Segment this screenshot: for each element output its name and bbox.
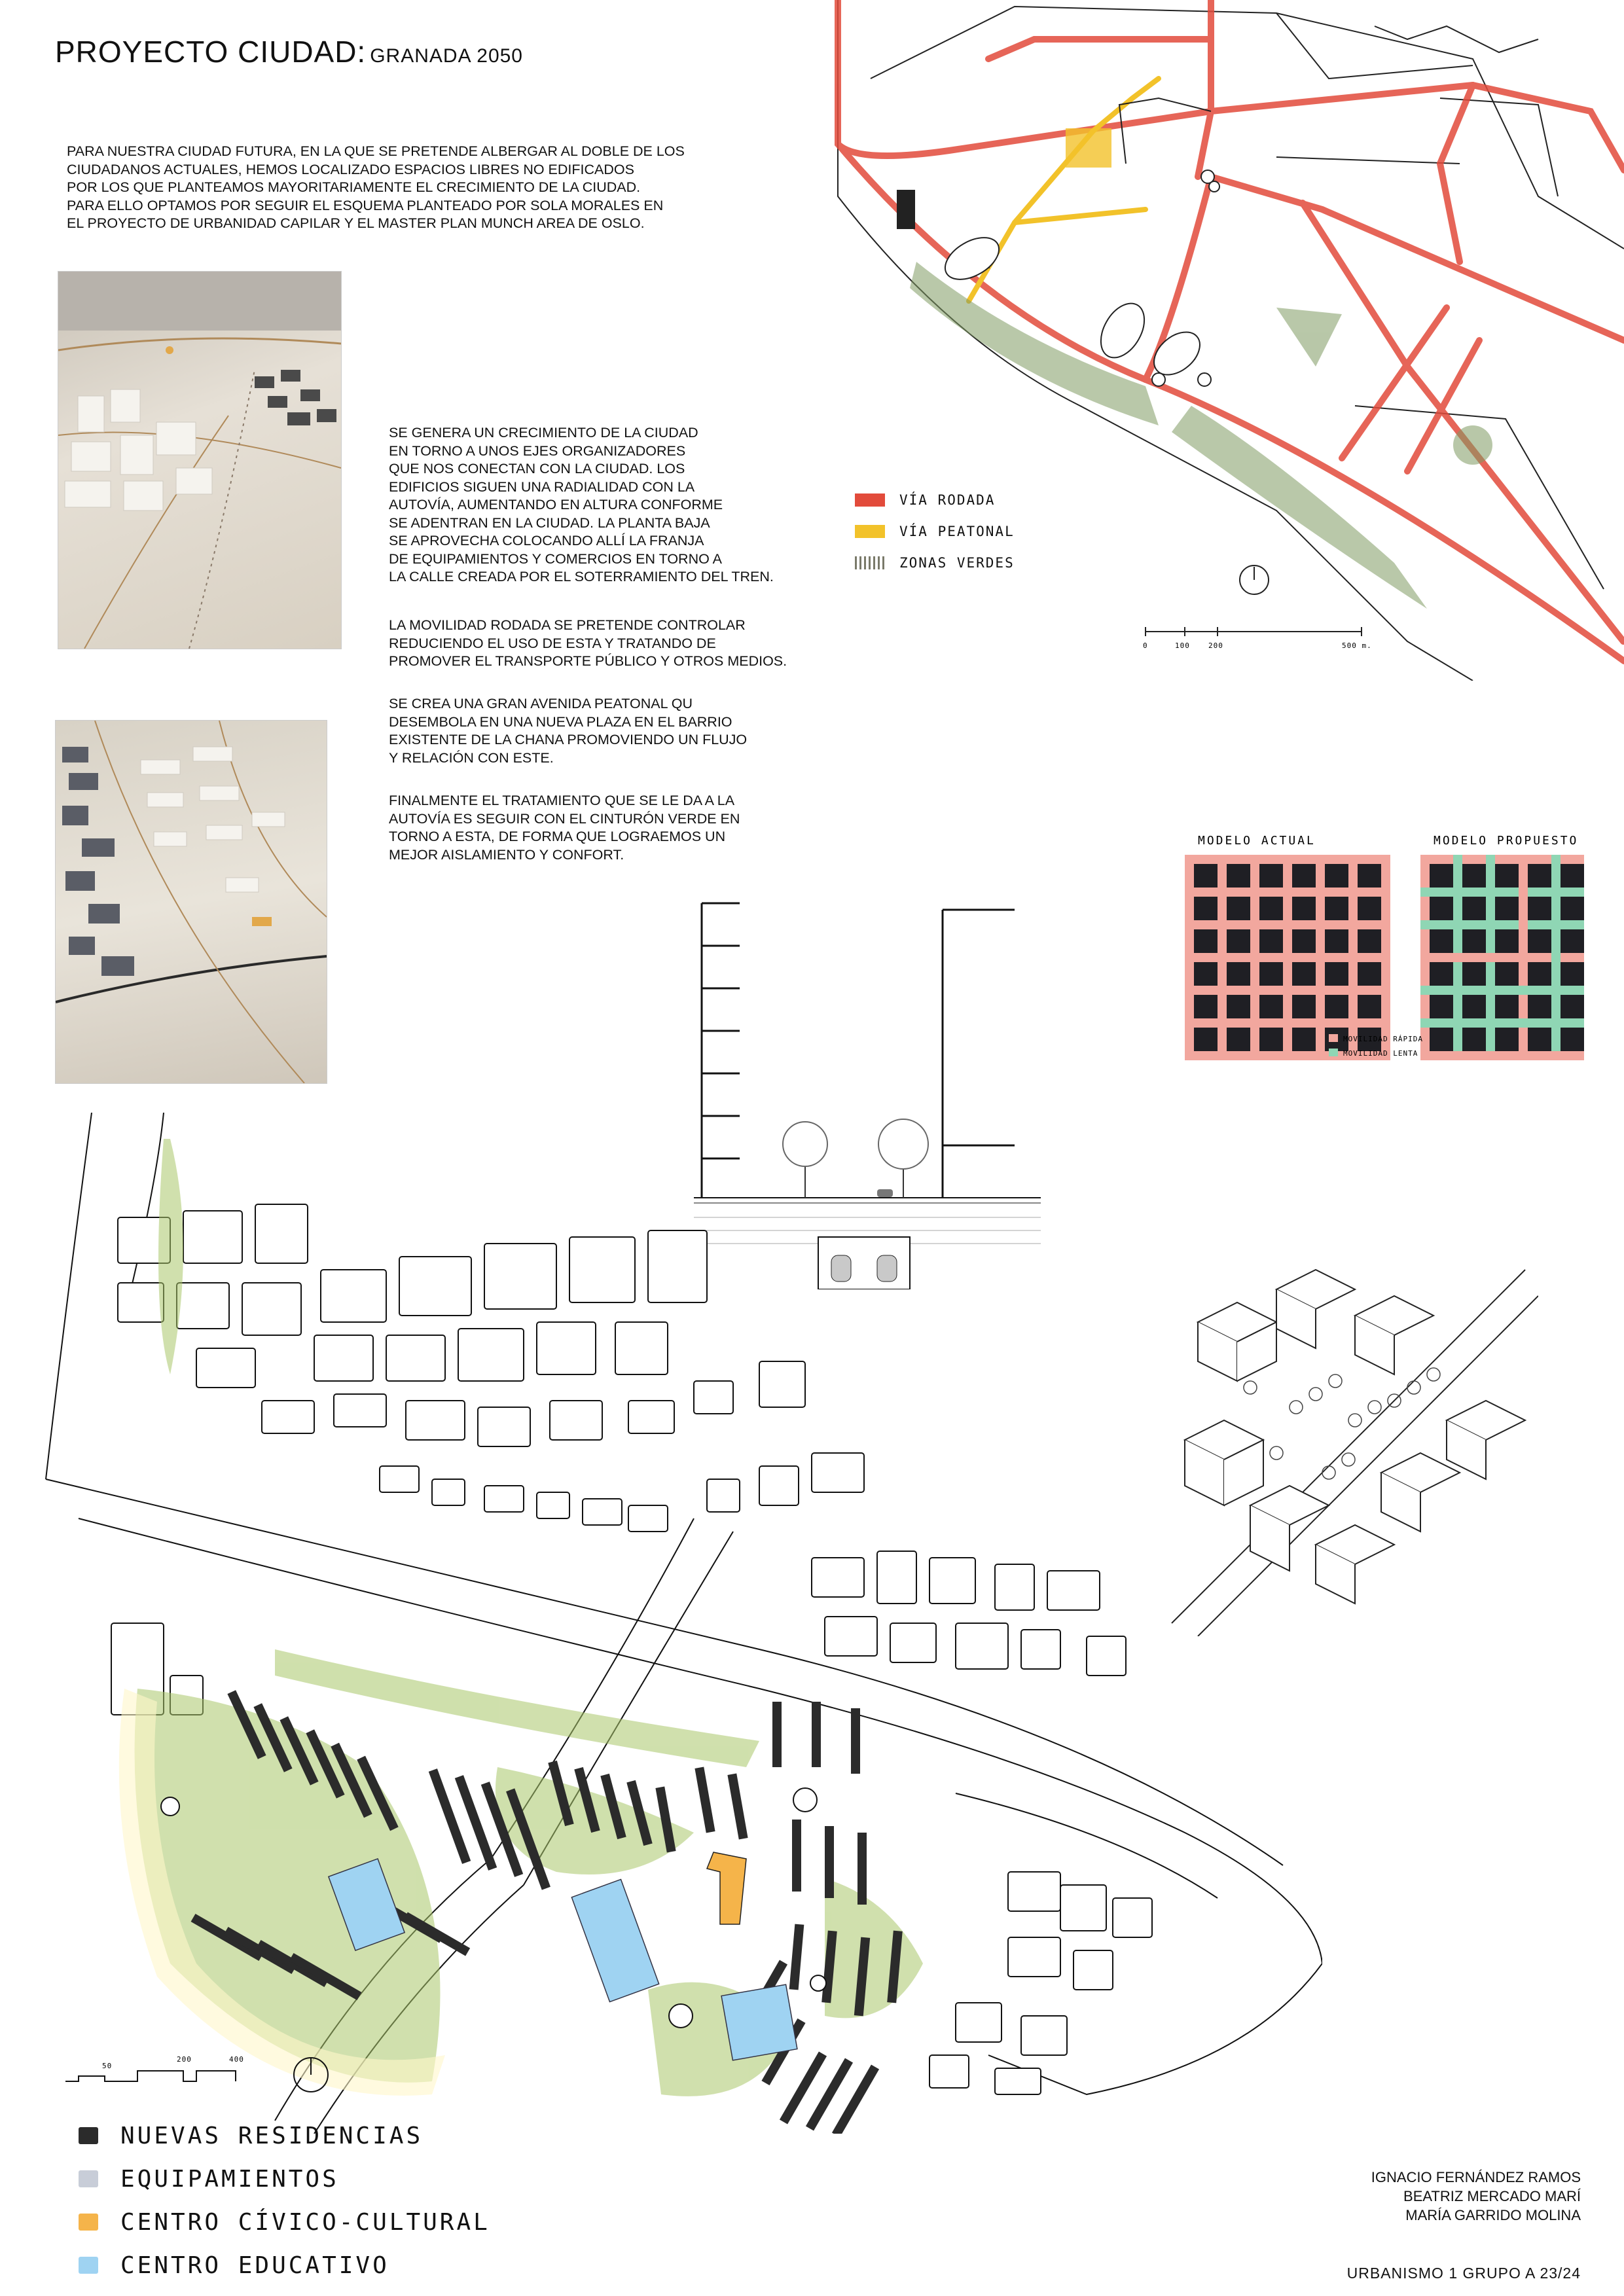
model-propuesto-grid bbox=[1420, 855, 1584, 1060]
paragraph-highway: FINALMENTE EL TRATAMIENTO QUE SE LE DA A LA AUTOVÍA ES SEGUIR CON EL CINTURÓN VERDE EN TORNO A ESTA, DE FORMA QUE LOGRAEMOS UN MEJOR AISLAMIENTO Y CONFORT. bbox=[389, 793, 740, 863]
main-scale-50: 50 bbox=[102, 2062, 113, 2070]
paragraph-avenue: SE CREA UNA GRAN AVENIDA PEATONAL QU DESEMBOLA EN UNA NUEVA PLAZA EN EL BARRIO EXISTENTE DE LA CHANA PROMOVIENDO UN FLUJO Y RELACIÓN CON ESTE. bbox=[389, 696, 748, 766]
page-title bbox=[55, 34, 523, 69]
main-scale-400: 400 bbox=[229, 2055, 244, 2064]
model-photo-1 bbox=[58, 271, 342, 649]
legend-item-residences bbox=[79, 2114, 490, 2157]
north-arrow-icon bbox=[294, 2058, 328, 2092]
legend-label-pedestrian: VÍA PEATONAL bbox=[899, 524, 1015, 539]
equipment-swatch bbox=[79, 2170, 98, 2187]
residences-swatch bbox=[79, 2127, 98, 2144]
title-main: PROYECTO CIUDAD: bbox=[55, 35, 367, 69]
legend-item-green bbox=[855, 547, 1015, 579]
mobility-models-diagram bbox=[1165, 825, 1584, 1073]
legend-item-road bbox=[855, 484, 1015, 516]
legend-label-road: VÍA RODADA bbox=[899, 492, 996, 508]
scale-tick-500: 500 m. bbox=[1342, 641, 1372, 650]
legend-label-civic: CENTRO CÍVICO-CULTURAL bbox=[120, 2208, 490, 2236]
education-swatch bbox=[79, 2257, 98, 2274]
legend-item-pedestrian bbox=[855, 516, 1015, 547]
model-photo-2-drawing bbox=[56, 721, 327, 1083]
main-master-plan bbox=[39, 1113, 1322, 2134]
legend-item-education bbox=[79, 2244, 490, 2287]
model-actual-label: MODELO ACTUAL bbox=[1198, 834, 1316, 848]
legend-item-equipment bbox=[79, 2157, 490, 2200]
civic-swatch bbox=[79, 2214, 98, 2231]
main-plan-legend bbox=[79, 2114, 490, 2287]
scale-tick-100: 100 bbox=[1175, 641, 1190, 650]
top-map-legend bbox=[855, 484, 1015, 579]
title-sub: GRANADA 2050 bbox=[370, 45, 523, 67]
course-label: URBANISMO 1 GRUPO A 23/24 bbox=[1346, 2265, 1581, 2282]
pedestrian-swatch bbox=[855, 525, 885, 538]
road-swatch bbox=[855, 493, 885, 507]
legend-item-civic bbox=[79, 2200, 490, 2244]
scale-tick-200: 200 bbox=[1208, 641, 1223, 650]
legend-label-green: ZONAS VERDES bbox=[899, 555, 1015, 571]
fast-mobility-label: MOVILIDAD RÁPIDA bbox=[1343, 1035, 1423, 1043]
main-plan-scale bbox=[65, 2042, 353, 2108]
legend-label-equipment: EQUIPAMIENTOS bbox=[120, 2165, 339, 2193]
model-photo-1-drawing bbox=[58, 272, 341, 649]
fast-mobility-swatch bbox=[1329, 1034, 1338, 1042]
model-propuesto-label: MODELO PROPUESTO bbox=[1434, 834, 1579, 848]
paragraph-growth: SE GENERA UN CRECIMIENTO DE LA CIUDAD EN TORNO A UNOS EJES ORGANIZADORES QUE NOS CONECTAN CON LA CIUDAD. LOS EDIFICIOS SIGUEN UNA RADIALIDAD CON LA AUTOVÍA, AUMENTANDO EN ALTURA CONFORME SE ADENTRAN EN LA CIUDAD. LA PLANTA BAJA SE APROVECHA COLOCANDO ALLÍ LA FRANJA DE EQUIPAMIENTOS Y COMERCIOS EN TORNO A LA CALLE CREADA POR EL SOTERRAMIENTO DEL TREN. bbox=[389, 425, 774, 584]
slow-mobility-label: MOVILIDAD LENTA bbox=[1343, 1049, 1418, 1058]
model-photo-2 bbox=[55, 720, 327, 1084]
legend-label-residences: NUEVAS RESIDENCIAS bbox=[120, 2122, 424, 2149]
scale-tick-0: 0 bbox=[1143, 641, 1148, 650]
slow-mobility-swatch bbox=[1329, 1049, 1338, 1056]
legend-label-education: CENTRO EDUCATIVO bbox=[120, 2251, 389, 2279]
main-scale-200: 200 bbox=[177, 2055, 192, 2064]
intro-text: PARA NUESTRA CIUDAD FUTURA, EN LA QUE SE PRETENDE ALBERGAR AL DOBLE DE LOS CIUDADANOS ACTUALES, HEMOS LOCALIZADO ESPACIOS LIBRES NO EDIFICADOS POR LOS QUE PLANTEAMOS MAYORITARIAMENTE EL CRECIMIENTO DE LA CIUDAD. PARA ELLO OPTAMOS POR SEGUIR EL ESQUEMA PLANTEADO POR SOLA MORALES EN EL PROYECTO DE URBANIDAD CAPILAR Y EL MASTER PLAN MUNCH AREA DE OSLO. bbox=[67, 143, 685, 231]
authors-block: IGNACIO FERNÁNDEZ RAMOS BEATRIZ MERCADO MARÍ MARÍA GARRIDO MOLINA bbox=[1371, 2169, 1581, 2223]
model-actual-grid bbox=[1185, 855, 1390, 1060]
green-swatch bbox=[855, 556, 885, 569]
paragraph-mobility: LA MOVILIDAD RODADA SE PRETENDE CONTROLAR REDUCIENDO EL USO DE ESTA Y TRATANDO DE PROMOVER EL TRANSPORTE PÚBLICO Y OTROS MEDIOS. bbox=[389, 617, 787, 669]
top-site-map bbox=[818, 0, 1624, 681]
